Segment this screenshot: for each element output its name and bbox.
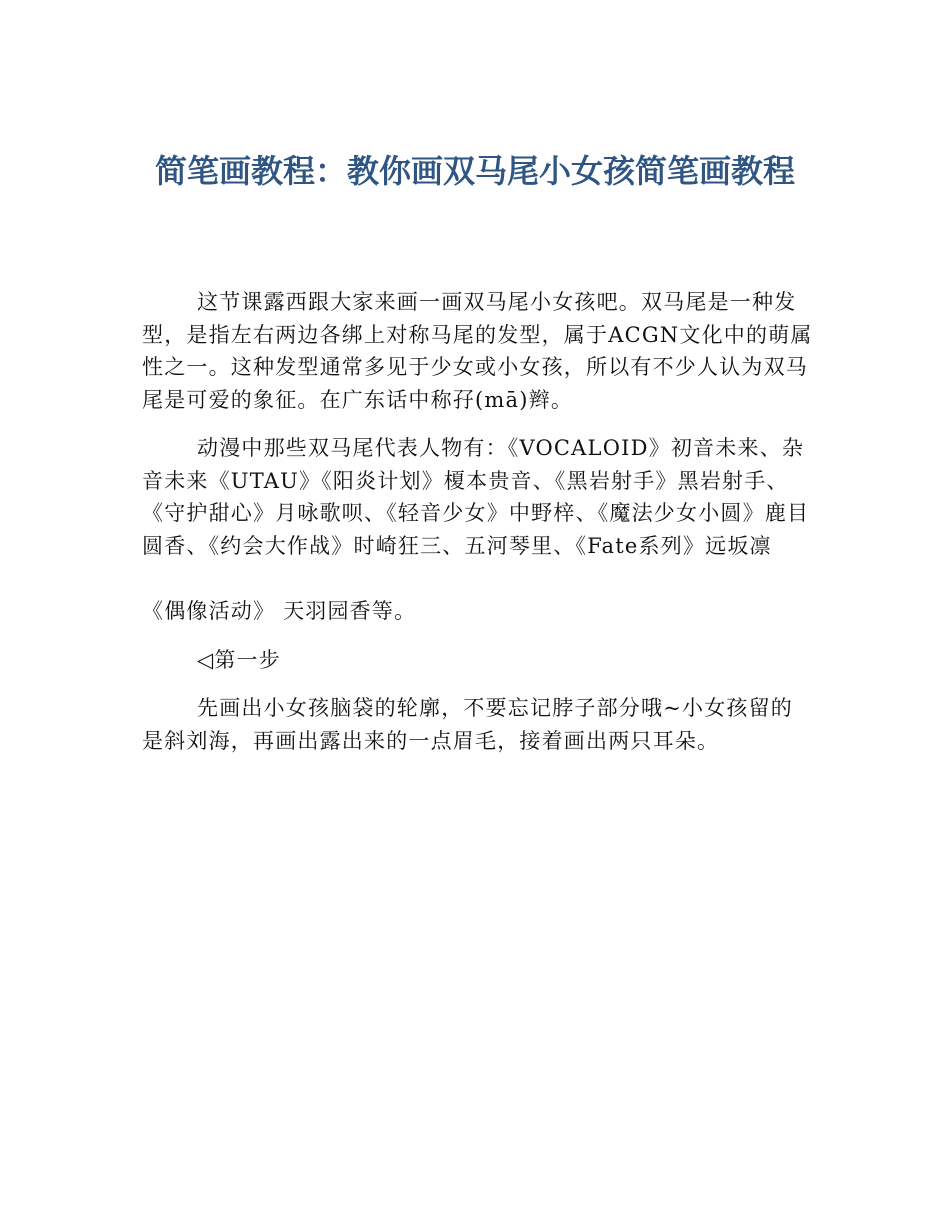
paragraph-characters-continued: 《偶像活动》 天羽园香等。 <box>142 599 417 623</box>
paragraph-intro: 这节课露西跟大家来画一画双马尾小女孩吧。双马尾是一种发型，是指左右两边各绑上对称马尾的发型，属于ACGN文化中的萌属性之一。这种发型通常多见于少女或小女孩，所以有不少人认为双马尾是可爱的象征。在广东话中称孖(mā)辫。 <box>142 290 813 412</box>
document-title: 简笔画教程：教你画双马尾小女孩简笔画教程 <box>154 152 795 190</box>
paragraph-characters: 动漫中那些双马尾代表人物有：《VOCALOID》初音未来、杂音未来《UTAU》《阳炎计划》榎本贵音、《黑岩射手》黑岩射手、《守护甜心》月咏歌呗、《轻音少女》中野梓、《魔法少女小圆》鹿目圆香、《约会大作战》时崎狂三、五河琴里、《Fate系列》远坂凛 <box>142 436 810 558</box>
paragraph-step-one: 先画出小女孩脑袋的轮廓，不要忘记脖子部分哦~小女孩留的是斜刘海，再画出露出来的一点眉毛，接着画出两只耳朵。 <box>142 696 793 753</box>
step-heading: ◁第一步 <box>197 647 281 672</box>
document-body <box>142 286 814 757</box>
